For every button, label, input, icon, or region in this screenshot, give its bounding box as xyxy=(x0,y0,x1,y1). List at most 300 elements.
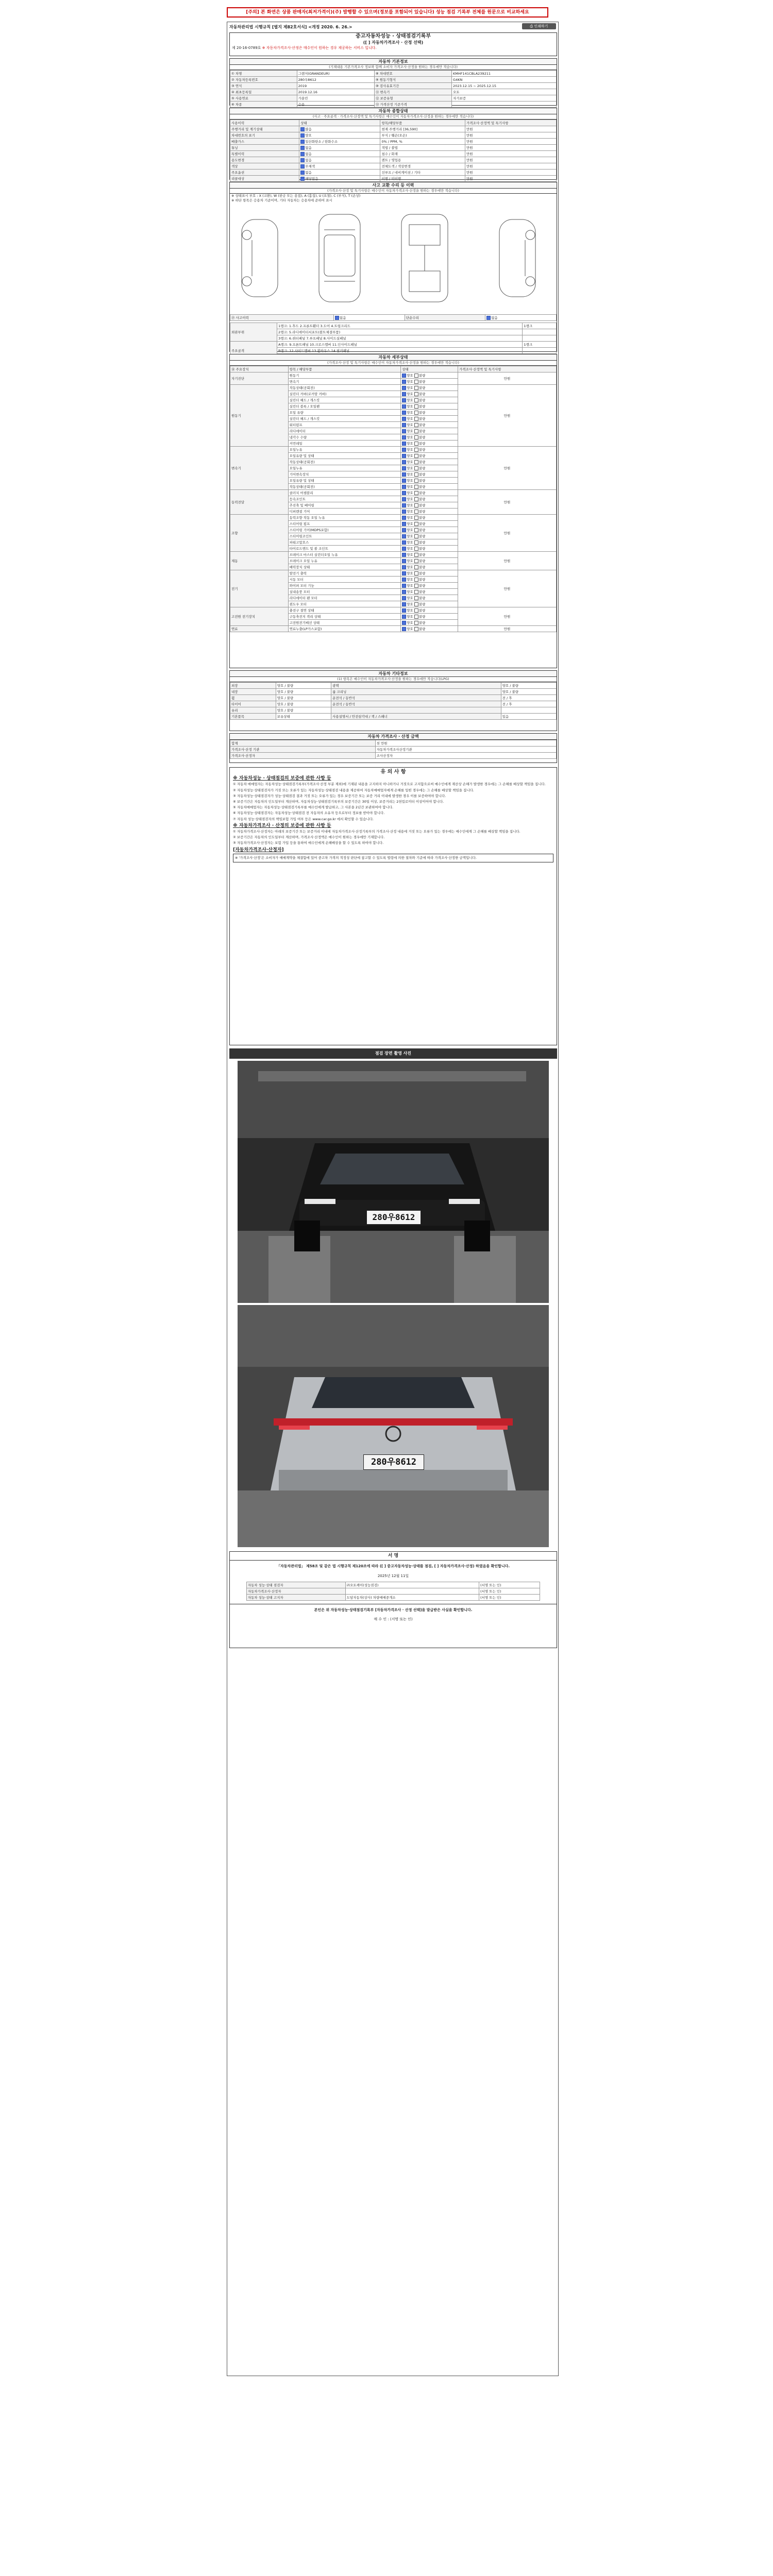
other-info-label: 운전석 / 동반석 xyxy=(331,695,501,701)
signer-sign: (서명 또는 인) xyxy=(479,1588,540,1595)
mechanical-item: 실내송풍 모터 xyxy=(288,589,401,595)
condition-checkbox[interactable] xyxy=(300,146,305,150)
status-bad-checkbox[interactable] xyxy=(414,472,418,477)
mechanical-item: 추진축 및 베어링 xyxy=(288,502,401,509)
info-value: 승용 xyxy=(297,101,374,108)
other-info-value: 보유상태 xyxy=(276,714,331,720)
pricing-unit: 천 만원 xyxy=(375,740,556,747)
mechanical-item: 워터펌프 xyxy=(288,422,401,428)
parts-rank-text: B랭크: 12.사이드멤버 13.휠하우스 14.필러패널 xyxy=(277,348,522,354)
condition-header: 가격조사·산정액 및 특기사항 xyxy=(465,120,556,126)
mechanical-status xyxy=(401,589,458,595)
status-ok-label: 양호 xyxy=(407,385,413,390)
status-bad-checkbox[interactable] xyxy=(414,584,418,588)
status-bad-checkbox[interactable] xyxy=(414,534,418,538)
status-ok-checkbox[interactable] xyxy=(402,454,406,458)
notes-warranty-heading: ※ 자동차성능 · 상태점검의 보증에 관한 사항 등 xyxy=(233,776,331,782)
condition-checkbox[interactable] xyxy=(300,158,305,162)
info-row xyxy=(230,71,557,77)
info-value: 자가보증 xyxy=(452,95,557,101)
status-bad-checkbox[interactable] xyxy=(414,491,418,495)
signature-date: 2025년 12월 11일 xyxy=(377,1574,409,1578)
status-ok-checkbox[interactable] xyxy=(402,516,406,520)
mechanical-status xyxy=(401,428,458,434)
status-ok-checkbox[interactable] xyxy=(402,497,406,501)
status-ok-checkbox[interactable] xyxy=(402,578,406,582)
status-ok-checkbox[interactable] xyxy=(402,608,406,613)
mechanical-item: 연료누출(LP가스포함) xyxy=(288,626,401,632)
status-ok-label: 양호 xyxy=(407,528,413,532)
signer-sign: (서명 또는 인) xyxy=(479,1582,540,1588)
status-ok-checkbox[interactable] xyxy=(402,534,406,538)
status-ok-label: 양호 xyxy=(407,410,413,415)
condition-checkbox[interactable] xyxy=(300,164,305,168)
mechanical-status xyxy=(401,422,458,428)
status-ok-label: 양호 xyxy=(407,589,413,594)
status-ok-label: 양호 xyxy=(407,596,413,600)
mechanical-header: 가격조사·산정액 및 특기사항 xyxy=(458,366,557,372)
status-bad-checkbox[interactable] xyxy=(414,608,418,613)
status-bad-checkbox[interactable] xyxy=(414,578,418,582)
other-info-table xyxy=(230,682,557,720)
doc-number: 제 20-16-0789호 xyxy=(232,46,261,50)
notes-heading: 유 의 사 항 xyxy=(380,769,406,775)
status-bad-checkbox[interactable] xyxy=(414,374,418,378)
mechanical-group-name: 자기진단 xyxy=(230,372,289,385)
rear-license-plate: 280우8612 xyxy=(363,1454,424,1470)
rear-photo-illustration xyxy=(238,1305,549,1547)
mechanical-item: 충전구 절연 상태 xyxy=(288,607,401,614)
mechanical-item: 브레이크 마스터 실린더오일 누유 xyxy=(288,552,401,558)
info-label: ⑬ 가격산정 기준가격 xyxy=(374,101,451,108)
warning-banner: [주의] 본 화면은 상품 판매자(최저가격이)(주) 발행할 수 있으며(정보를 포함되어 있습니다) 성능 점검 기록부 전체를 원문으로 비교하세요 xyxy=(227,7,548,18)
mechanical-group-name: 원동기 xyxy=(230,385,289,447)
info-row xyxy=(230,101,557,108)
document-header xyxy=(228,23,557,30)
mechanical-status xyxy=(401,478,458,484)
status-ok-label: 양호 xyxy=(407,521,413,526)
status-bad-checkbox[interactable] xyxy=(414,553,418,557)
mechanical-item: 발전기 출력 xyxy=(288,570,401,577)
status-ok-checkbox[interactable] xyxy=(402,411,406,415)
status-ok-label: 양호 xyxy=(407,392,413,396)
condition-price: 만원 xyxy=(465,145,556,151)
condition-parts: 전체도색 / 색상변경 xyxy=(380,163,465,170)
status-ok-label: 양호 xyxy=(407,626,413,631)
accident-none-checkbox[interactable] xyxy=(335,316,339,320)
status-ok-label: 양호 xyxy=(407,540,413,545)
status-ok-checkbox[interactable] xyxy=(402,547,406,551)
status-bad-label: 불량 xyxy=(418,416,426,421)
other-info-label: 룸 크리닝 xyxy=(331,689,501,695)
signer-role: 자동차가격조사·산정자 xyxy=(246,1588,345,1595)
note-paragraph: ※ '가격조사·산정'은 소비자가 매매계약을 체결함에 있어 중고차 가격의 적정성 판단에 참고할 수 있도록 법령에 의한 절차와 기준에 따라 가격조사·산정한 금액입니다. xyxy=(233,854,553,862)
other-info-value: 양호 / 불량 xyxy=(501,689,556,695)
mechanical-item: 타이로드엔드 및 볼 조인트 xyxy=(288,546,401,552)
status-ok-checkbox[interactable] xyxy=(402,448,406,452)
status-bad-checkbox[interactable] xyxy=(414,547,418,551)
status-ok-checkbox[interactable] xyxy=(402,479,406,483)
status-ok-checkbox[interactable] xyxy=(402,584,406,588)
status-bad-checkbox[interactable] xyxy=(414,615,418,619)
mechanical-row xyxy=(230,552,557,558)
mechanical-status xyxy=(401,626,458,632)
mechanical-status xyxy=(401,601,458,607)
condition-row xyxy=(230,163,557,170)
condition-row xyxy=(230,139,557,145)
status-bad-checkbox[interactable] xyxy=(414,417,418,421)
status-bad-label: 불량 xyxy=(418,546,426,551)
status-bad-checkbox[interactable] xyxy=(414,423,418,427)
simple-repair-value: 없음 xyxy=(491,315,498,320)
status-ok-checkbox[interactable] xyxy=(402,404,406,409)
other-info-value: 양호 / 불량 xyxy=(276,689,331,695)
condition-checkbox[interactable] xyxy=(300,177,305,181)
status-bad-checkbox[interactable] xyxy=(414,516,418,520)
status-ok-checkbox[interactable] xyxy=(402,590,406,594)
mechanical-header: ⑱ 주요장치 xyxy=(230,366,289,372)
status-ok-label: 양호 xyxy=(407,398,413,402)
status-ok-label: 양호 xyxy=(407,515,413,520)
mechanical-item: 스티어링 펌프 xyxy=(288,521,401,527)
other-info-row xyxy=(230,701,557,707)
status-bad-checkbox[interactable] xyxy=(414,392,418,396)
condition-item: 주행거리 및 계기상태 xyxy=(230,126,299,132)
condition-checkbox[interactable] xyxy=(300,133,305,138)
condition-row xyxy=(230,151,557,157)
status-ok-checkbox[interactable] xyxy=(402,528,406,532)
status-bad-checkbox[interactable] xyxy=(414,386,418,390)
notes-pricing-heading: ※ 자동차가격조사 · 산정의 보증에 관한 사항 등 xyxy=(233,823,331,828)
other-info-label: 기본품목 xyxy=(230,714,276,720)
status-ok-label: 양호 xyxy=(407,534,413,538)
mechanical-group-name: 연료 xyxy=(230,626,289,632)
status-bad-checkbox[interactable] xyxy=(414,466,418,470)
status-ok-label: 양호 xyxy=(407,460,413,464)
info-row xyxy=(230,77,557,83)
mechanical-item: 파워고압호스 xyxy=(288,539,401,546)
general-condition-title: 자동차 종합상태 xyxy=(230,108,557,114)
status-bad-checkbox[interactable] xyxy=(414,596,418,600)
pricing-person-value: 조사산정자 xyxy=(375,753,556,759)
mechanical-item: 오일유량 및 상태 xyxy=(288,478,401,484)
status-ok-checkbox[interactable] xyxy=(402,559,406,563)
status-ok-checkbox[interactable] xyxy=(402,380,406,384)
status-ok-label: 양호 xyxy=(407,484,413,489)
mechanical-status xyxy=(401,620,458,626)
other-info-value xyxy=(501,707,556,714)
mechanical-status xyxy=(401,391,458,397)
mechanical-price-unit: 만원 xyxy=(458,570,557,607)
status-bad-checkbox[interactable] xyxy=(414,571,418,575)
condition-checkbox[interactable] xyxy=(300,127,305,131)
receipt-signature: 매 수 인 : (서명 또는 인) xyxy=(374,1617,413,1621)
other-info-row xyxy=(230,695,557,701)
info-value: 그랜저(GRANDEUR) xyxy=(297,71,374,77)
basic-info-table xyxy=(230,70,557,108)
status-bad-checkbox[interactable] xyxy=(414,435,418,439)
status-ok-checkbox[interactable] xyxy=(402,374,406,378)
status-ok-label: 양호 xyxy=(407,441,413,446)
condition-parts: 0% / PPM, % xyxy=(380,139,465,145)
note-paragraph: ③ 자동차성능·상태점검자가 성능·상태점검 결과 거짓 또는 오류가 있는 경우 보증기간 또는 보증 거리 이내에 발생한 경우 이를 보증하여야 합니다. xyxy=(233,793,446,798)
other-info-value: 있음 xyxy=(501,714,556,720)
other-info-title: 자동차 기타정보 xyxy=(230,671,557,677)
mechanical-status xyxy=(401,570,458,577)
condition-item: 주요옵션 xyxy=(230,170,299,176)
status-bad-checkbox[interactable] xyxy=(414,621,418,625)
status-ok-checkbox[interactable] xyxy=(402,602,406,606)
status-bad-checkbox[interactable] xyxy=(414,510,418,514)
mechanical-row xyxy=(230,626,557,632)
mechanical-item: 오일누유 xyxy=(288,447,401,453)
status-bad-label: 불량 xyxy=(418,410,426,415)
status-ok-checkbox[interactable] xyxy=(402,621,406,625)
status-ok-checkbox[interactable] xyxy=(402,392,406,396)
info-label: ⑧ 차대번호 xyxy=(374,71,451,77)
status-bad-label: 불량 xyxy=(418,429,426,433)
mechanical-item: 작동상태(공회전) xyxy=(288,459,401,465)
status-ok-label: 양호 xyxy=(407,472,413,477)
status-bad-label: 불량 xyxy=(418,626,426,631)
info-value: KMHF141CBLA239211 xyxy=(452,71,557,77)
condition-checkbox[interactable] xyxy=(300,171,305,175)
status-bad-checkbox[interactable] xyxy=(414,522,418,526)
status-bad-checkbox[interactable] xyxy=(414,404,418,409)
mechanical-item: 냉각수 수량 xyxy=(288,434,401,440)
condition-item: 배출가스 xyxy=(230,139,299,145)
mechanical-item: 배력장치 상태 xyxy=(288,564,401,570)
mechanical-detail-table xyxy=(230,366,557,632)
print-button[interactable] xyxy=(522,23,556,29)
status-bad-checkbox[interactable] xyxy=(414,602,418,606)
mechanical-item: 윈도우 모터 xyxy=(288,601,401,607)
signature-title: 서 명 xyxy=(230,1552,557,1561)
signature-row xyxy=(246,1595,540,1601)
status-ok-checkbox[interactable] xyxy=(402,571,406,575)
status-bad-checkbox[interactable] xyxy=(414,540,418,545)
condition-checkbox[interactable] xyxy=(300,140,305,144)
status-bad-checkbox[interactable] xyxy=(414,485,418,489)
mechanical-status xyxy=(401,465,458,471)
status-ok-checkbox[interactable] xyxy=(402,398,406,402)
status-ok-checkbox[interactable] xyxy=(402,435,406,439)
condition-row xyxy=(230,145,557,151)
mechanical-price-unit: 만원 xyxy=(458,626,557,632)
info-row xyxy=(230,89,557,95)
status-bad-label: 불량 xyxy=(418,392,426,396)
status-bad-checkbox[interactable] xyxy=(414,627,418,631)
mechanical-detail-subtitle: (가격조사·산정 및 특기사항은 매수인이 자동차가격조사·산정을 원하는 경우에만 적습니다) xyxy=(230,361,557,366)
condition-state-label: 양호 xyxy=(305,133,312,138)
status-bad-label: 불량 xyxy=(418,571,426,575)
mechanical-item: 와이퍼 모터 기능 xyxy=(288,583,401,589)
status-bad-checkbox[interactable] xyxy=(414,479,418,483)
status-bad-checkbox[interactable] xyxy=(414,429,418,433)
status-ok-checkbox[interactable] xyxy=(402,491,406,495)
mechanical-price-unit: 만원 xyxy=(458,385,557,447)
status-bad-checkbox[interactable] xyxy=(414,559,418,563)
status-bad-label: 불량 xyxy=(418,404,426,409)
status-bad-checkbox[interactable] xyxy=(414,380,418,384)
info-value: 오토 xyxy=(452,89,557,95)
mechanical-status xyxy=(401,440,458,447)
status-ok-checkbox[interactable] xyxy=(402,472,406,477)
mechanical-header: 상태 xyxy=(401,366,458,372)
status-bad-checkbox[interactable] xyxy=(414,448,418,452)
front-inspection-photo xyxy=(238,1061,549,1303)
mechanical-status xyxy=(401,397,458,403)
mechanical-group-name: 전기 xyxy=(230,570,289,607)
status-bad-checkbox[interactable] xyxy=(414,497,418,501)
condition-parts: 현재 주행거리 [36,590] xyxy=(380,126,465,132)
mechanical-item: 디퍼렌셜 기어 xyxy=(288,509,401,515)
condition-state xyxy=(299,132,380,139)
mechanical-item: 등속조인트 xyxy=(288,496,401,502)
mechanical-status xyxy=(401,515,458,521)
condition-state-label: 많음 xyxy=(305,127,312,131)
status-ok-label: 양호 xyxy=(407,404,413,409)
status-bad-checkbox[interactable] xyxy=(414,503,418,507)
status-bad-label: 불량 xyxy=(418,453,426,458)
mechanical-status xyxy=(401,471,458,478)
status-bad-label: 불량 xyxy=(418,540,426,545)
condition-state-label: 일산화탄소 / 탄화수소 xyxy=(305,139,338,144)
status-bad-checkbox[interactable] xyxy=(414,398,418,402)
status-bad-label: 불량 xyxy=(418,447,426,452)
note-paragraph: ③ 자동차가격조사·산정자는 보험 가입 등을 통하여 매수인에게 손해배상을 할 수 있도록 하여야 합니다. xyxy=(233,841,384,845)
status-bad-label: 불량 xyxy=(418,441,426,446)
mechanical-item: 브레이크 오일 누유 xyxy=(288,558,401,564)
simple-repair-none-checkbox[interactable] xyxy=(486,316,491,320)
form-notice: ※ 자동차가격조사·산정은 매수인이 원하는 경우 제공하는 서비스 입니다. xyxy=(262,46,377,50)
general-condition-subtitle: (사고 · 주요골격 · 가격조사·산정액 및 특기사항은 매수인이 자동차가격조사·산정을 원하는 경우에만 적습니다) xyxy=(230,114,557,120)
note-paragraph: ② 자동차성능·상태점검자가 거짓 또는 오류가 있는 자동차성능·상태점검 내용을 제공하여 자동차매매업자에게 손해를 입힌 경우에는 그 손해를 배상할 책임을 집니다. xyxy=(233,788,474,792)
status-bad-checkbox[interactable] xyxy=(414,411,418,415)
mechanical-group-name: 변속기 xyxy=(230,447,289,490)
status-bad-checkbox[interactable] xyxy=(414,454,418,458)
status-ok-checkbox[interactable] xyxy=(402,442,406,446)
status-ok-checkbox[interactable] xyxy=(402,460,406,464)
mechanical-status xyxy=(401,607,458,614)
mechanical-status xyxy=(401,583,458,589)
signature-table xyxy=(246,1582,541,1601)
parts-rank-note xyxy=(523,329,557,335)
status-ok-checkbox[interactable] xyxy=(402,429,406,433)
mechanical-status xyxy=(401,527,458,533)
notes-appraiser-heading: [자동차가격조사·산정자] xyxy=(233,847,284,853)
condition-row xyxy=(230,176,557,182)
condition-row xyxy=(230,170,557,176)
mechanical-row xyxy=(230,515,557,521)
status-ok-checkbox[interactable] xyxy=(402,522,406,526)
parts-rank-text: A랭크: 9.프론트패널 10.크로스멤버 11.인사이드패널 xyxy=(277,342,522,348)
mechanical-item: 오일유량 및 상태 xyxy=(288,453,401,459)
signer-name: ㈜오토케어(성능점검) xyxy=(345,1582,479,1588)
parts-rank-row xyxy=(230,323,557,329)
status-bad-checkbox[interactable] xyxy=(414,460,418,464)
status-bad-label: 불량 xyxy=(418,534,426,538)
form-title: 중고자동차성능 · 상태점검기록부 xyxy=(355,33,431,39)
status-bad-checkbox[interactable] xyxy=(414,528,418,532)
condition-item: 용도변경 xyxy=(230,157,299,163)
mechanical-status xyxy=(401,434,458,440)
status-bad-checkbox[interactable] xyxy=(414,565,418,569)
mechanical-detail-title: 자동차 세부상태 xyxy=(230,354,557,361)
status-bad-label: 불량 xyxy=(418,521,426,526)
status-ok-checkbox[interactable] xyxy=(402,596,406,600)
info-label: ② 자동차등록번호 xyxy=(230,77,297,83)
other-info-label xyxy=(331,707,501,714)
info-label: ① 차명 xyxy=(230,71,297,77)
parts-rank-row xyxy=(230,335,557,342)
status-ok-label: 양호 xyxy=(407,620,413,625)
status-ok-label: 양호 xyxy=(407,546,413,551)
status-ok-checkbox[interactable] xyxy=(402,466,406,470)
status-bad-label: 불량 xyxy=(418,373,426,378)
mechanical-price-unit: 만원 xyxy=(458,372,557,385)
status-bad-label: 불량 xyxy=(418,385,426,390)
status-ok-checkbox[interactable] xyxy=(402,503,406,507)
mechanical-status xyxy=(401,385,458,391)
pricing-person-label: 가격조사·산정자 xyxy=(230,753,376,759)
status-ok-checkbox[interactable] xyxy=(402,553,406,557)
form-title-block xyxy=(229,32,557,56)
status-ok-checkbox[interactable] xyxy=(402,510,406,514)
condition-state-label: 없음 xyxy=(305,151,312,156)
status-ok-checkbox[interactable] xyxy=(402,417,406,421)
mechanical-status xyxy=(401,403,458,410)
pricing-org-value: 자동차가격조사산정기관 xyxy=(375,747,556,753)
mechanical-item: 스티어링 기어(MDPS포함) xyxy=(288,527,401,533)
mechanical-group-name: 동력전달 xyxy=(230,490,289,515)
signature-row xyxy=(246,1588,540,1595)
condition-state xyxy=(299,145,380,151)
status-ok-checkbox[interactable] xyxy=(402,540,406,545)
status-ok-checkbox[interactable] xyxy=(402,565,406,569)
parts-rank-row xyxy=(230,342,557,348)
status-bad-checkbox[interactable] xyxy=(414,442,418,446)
condition-row xyxy=(230,132,557,139)
parts-rank-row xyxy=(230,329,557,335)
basic-info-title: 자동차 기본정보 xyxy=(230,59,557,65)
status-bad-checkbox[interactable] xyxy=(414,590,418,594)
signature-statement: 「자동차관리법」 제58조 및 같은 법 시행규칙 제120조에 따라 ([ ] 중고자동차성능·상태를 점검, [ ] 자동차가격조사·산정) 하였음을 확인합니다. xyxy=(276,1564,510,1568)
mechanical-item: 기어변속장치 xyxy=(288,471,401,478)
parts-rank-text: 3랭크: 6.쿼터패널 7.루프패널 8.사이드실패널 xyxy=(277,335,522,342)
accident-history-label: ⑰ 사고이력 xyxy=(230,315,334,321)
mechanical-item: 구동축전지 격리 상태 xyxy=(288,614,401,620)
status-ok-label: 양호 xyxy=(407,435,413,439)
status-ok-checkbox[interactable] xyxy=(402,627,406,631)
mechanical-item: 실린더 커버(로커암 커버) xyxy=(288,391,401,397)
status-ok-checkbox[interactable] xyxy=(402,615,406,619)
status-ok-checkbox[interactable] xyxy=(402,386,406,390)
condition-parts: 침수 / 화재 xyxy=(380,151,465,157)
car-right-side-view xyxy=(499,219,535,297)
status-bad-label: 불량 xyxy=(418,484,426,489)
status-ok-checkbox[interactable] xyxy=(402,485,406,489)
condition-state xyxy=(299,151,380,157)
signer-name xyxy=(345,1588,479,1595)
condition-state-label: 해당없음 xyxy=(305,176,318,181)
condition-checkbox[interactable] xyxy=(300,152,305,156)
pricing-table xyxy=(230,740,557,759)
accident-summary-table xyxy=(230,314,557,321)
status-bad-label: 불량 xyxy=(418,503,426,507)
status-ok-checkbox[interactable] xyxy=(402,423,406,427)
front-photo-illustration xyxy=(238,1061,549,1303)
